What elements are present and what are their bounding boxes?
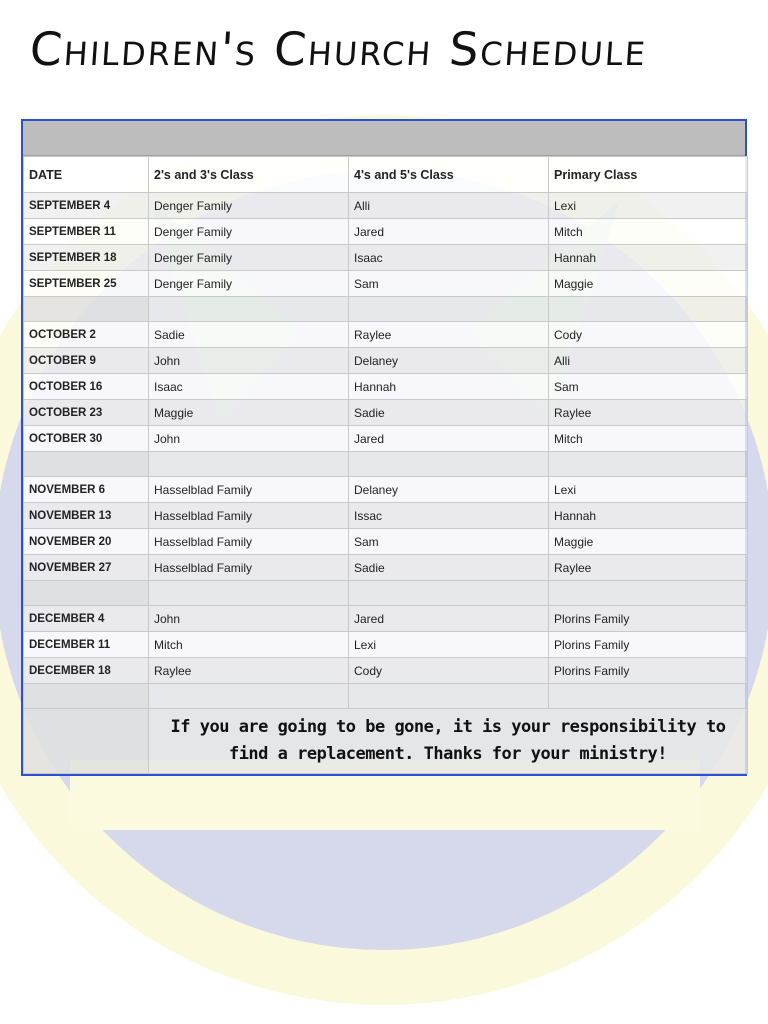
date-cell: SEPTEMBER 18 — [24, 245, 149, 271]
responsibility-note: If you are going to be gone, it is your responsibility to find a replacement. Thanks for your ministry! — [149, 709, 748, 774]
note-lead-cell — [24, 709, 149, 774]
class-4s-5s-cell: Delaney — [349, 348, 549, 374]
date-cell: SEPTEMBER 11 — [24, 219, 149, 245]
header-4s-5s-class: 4's and 5's Class — [349, 157, 549, 193]
spacer-cell — [24, 684, 149, 709]
header-2s-3s-class: 2's and 3's Class — [149, 157, 349, 193]
primary-class-cell: Plorins Family — [549, 606, 748, 632]
class-4s-5s-cell: Alli — [349, 193, 549, 219]
class-2s-3s-cell: Denger Family — [149, 245, 349, 271]
spacer-cell — [149, 452, 349, 477]
table-row — [24, 348, 748, 374]
class-2s-3s-cell: Sadie — [149, 322, 349, 348]
date-cell: SEPTEMBER 4 — [24, 193, 149, 219]
primary-class-cell: Raylee — [549, 555, 748, 581]
class-2s-3s-cell: John — [149, 426, 349, 452]
date-cell: NOVEMBER 13 — [24, 503, 149, 529]
spacer-cell — [149, 297, 349, 322]
class-2s-3s-cell: Isaac — [149, 374, 349, 400]
table-row — [24, 477, 748, 503]
spacer-cell — [549, 452, 748, 477]
date-cell: NOVEMBER 27 — [24, 555, 149, 581]
class-2s-3s-cell: Raylee — [149, 658, 349, 684]
class-2s-3s-cell: Hasselblad Family — [149, 529, 349, 555]
class-4s-5s-cell: Sadie — [349, 555, 549, 581]
spacer-cell — [349, 297, 549, 322]
primary-class-cell: Lexi — [549, 477, 748, 503]
table-row — [24, 193, 748, 219]
note-row — [24, 709, 748, 774]
date-cell: DECEMBER 18 — [24, 658, 149, 684]
primary-class-cell: Alli — [549, 348, 748, 374]
header-date: DATE — [24, 157, 149, 193]
spacer-cell — [349, 684, 549, 709]
spacer-cell — [549, 297, 748, 322]
primary-class-cell: Lexi — [549, 193, 748, 219]
primary-class-cell: Mitch — [549, 426, 748, 452]
primary-class-cell: Mitch — [549, 219, 748, 245]
class-4s-5s-cell: Cody — [349, 658, 549, 684]
class-2s-3s-cell: Denger Family — [149, 193, 349, 219]
primary-class-cell: Sam — [549, 374, 748, 400]
table-row — [24, 606, 748, 632]
primary-class-cell: Plorins Family — [549, 658, 748, 684]
table-row — [24, 219, 748, 245]
date-cell: OCTOBER 2 — [24, 322, 149, 348]
spacer-row — [24, 581, 748, 606]
spacer-cell — [349, 452, 549, 477]
class-4s-5s-cell: Lexi — [349, 632, 549, 658]
primary-class-cell: Hannah — [549, 245, 748, 271]
class-4s-5s-cell: Isaac — [349, 245, 549, 271]
page-title: Children's Church Schedule — [28, 22, 650, 76]
class-4s-5s-cell: Jared — [349, 426, 549, 452]
class-2s-3s-cell: John — [149, 348, 349, 374]
table-row — [24, 374, 748, 400]
spacer-row — [24, 452, 748, 477]
table-row — [24, 322, 748, 348]
spacer-cell — [149, 684, 349, 709]
header-primary-class: Primary Class — [549, 157, 748, 193]
class-2s-3s-cell: Mitch — [149, 632, 349, 658]
class-4s-5s-cell: Jared — [349, 219, 549, 245]
class-2s-3s-cell: Maggie — [149, 400, 349, 426]
spacer-cell — [24, 452, 149, 477]
class-4s-5s-cell: Jared — [349, 606, 549, 632]
table-row — [24, 555, 748, 581]
class-2s-3s-cell: Hasselblad Family — [149, 555, 349, 581]
class-4s-5s-cell: Delaney — [349, 477, 549, 503]
date-cell: NOVEMBER 20 — [24, 529, 149, 555]
date-cell: OCTOBER 9 — [24, 348, 149, 374]
table-row — [24, 400, 748, 426]
table-row — [24, 658, 748, 684]
class-4s-5s-cell: Sadie — [349, 400, 549, 426]
primary-class-cell: Hannah — [549, 503, 748, 529]
date-cell: OCTOBER 23 — [24, 400, 149, 426]
spacer-cell — [549, 581, 748, 606]
date-cell: DECEMBER 4 — [24, 606, 149, 632]
primary-class-cell: Raylee — [549, 400, 748, 426]
date-cell: OCTOBER 16 — [24, 374, 149, 400]
class-2s-3s-cell: John — [149, 606, 349, 632]
header-row — [24, 157, 748, 193]
class-4s-5s-cell: Issac — [349, 503, 549, 529]
primary-class-cell: Plorins Family — [549, 632, 748, 658]
date-cell: NOVEMBER 6 — [24, 477, 149, 503]
spacer-row — [24, 297, 748, 322]
spacer-cell — [349, 581, 549, 606]
table-row — [24, 529, 748, 555]
table-row — [24, 245, 748, 271]
class-2s-3s-cell: Hasselblad Family — [149, 503, 349, 529]
table-row — [24, 503, 748, 529]
primary-class-cell: Maggie — [549, 271, 748, 297]
table-row — [24, 426, 748, 452]
spacer-cell — [549, 684, 748, 709]
date-cell: SEPTEMBER 25 — [24, 271, 149, 297]
table-top-bar — [23, 121, 745, 156]
table-row — [24, 632, 748, 658]
spacer-row — [24, 684, 748, 709]
spacer-cell — [149, 581, 349, 606]
primary-class-cell: Maggie — [549, 529, 748, 555]
class-2s-3s-cell: Denger Family — [149, 271, 349, 297]
class-4s-5s-cell: Hannah — [349, 374, 549, 400]
class-2s-3s-cell: Denger Family — [149, 219, 349, 245]
class-4s-5s-cell: Sam — [349, 529, 549, 555]
spacer-cell — [24, 581, 149, 606]
date-cell: OCTOBER 30 — [24, 426, 149, 452]
class-4s-5s-cell: Sam — [349, 271, 549, 297]
class-2s-3s-cell: Hasselblad Family — [149, 477, 349, 503]
schedule-table — [23, 156, 748, 774]
table-row — [24, 271, 748, 297]
primary-class-cell: Cody — [549, 322, 748, 348]
schedule-sheet — [21, 119, 747, 776]
class-4s-5s-cell: Raylee — [349, 322, 549, 348]
spacer-cell — [24, 297, 149, 322]
date-cell: DECEMBER 11 — [24, 632, 149, 658]
